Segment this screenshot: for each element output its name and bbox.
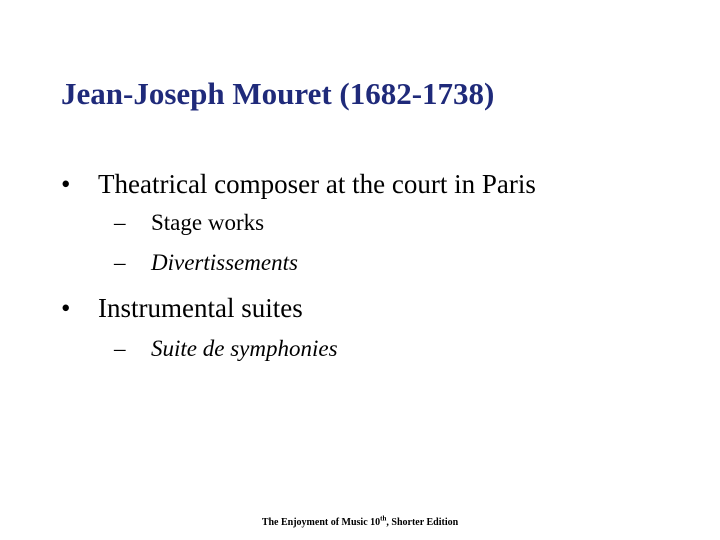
sub-item-text: Stage works [151,210,265,235]
footer-prefix: The Enjoyment of Music 10 [261,517,381,528]
sub-item-text: Suite de symphonies [151,336,338,361]
bullet-icon: • [61,169,71,199]
sub-item [114,208,264,238]
footer-suffix: , Shorter Edition [386,517,459,528]
bullet-item [61,167,536,201]
bullet-text: Instrumental suites [98,293,303,323]
slide-title: Jean-Joseph Mouret (1682-1738) [61,76,495,111]
bullet-text: Theatrical composer at the court in Paris [98,169,536,199]
footer-superscript: th [380,514,387,523]
sub-item-text: Divertissements [151,250,298,275]
slide-footer [0,516,720,530]
bullet-item [61,291,303,325]
sub-item [114,248,298,278]
sub-item [114,334,338,364]
dash-icon: – [114,210,126,235]
bullet-icon: • [61,293,71,323]
dash-icon: – [114,336,126,361]
dash-icon: – [114,250,126,275]
